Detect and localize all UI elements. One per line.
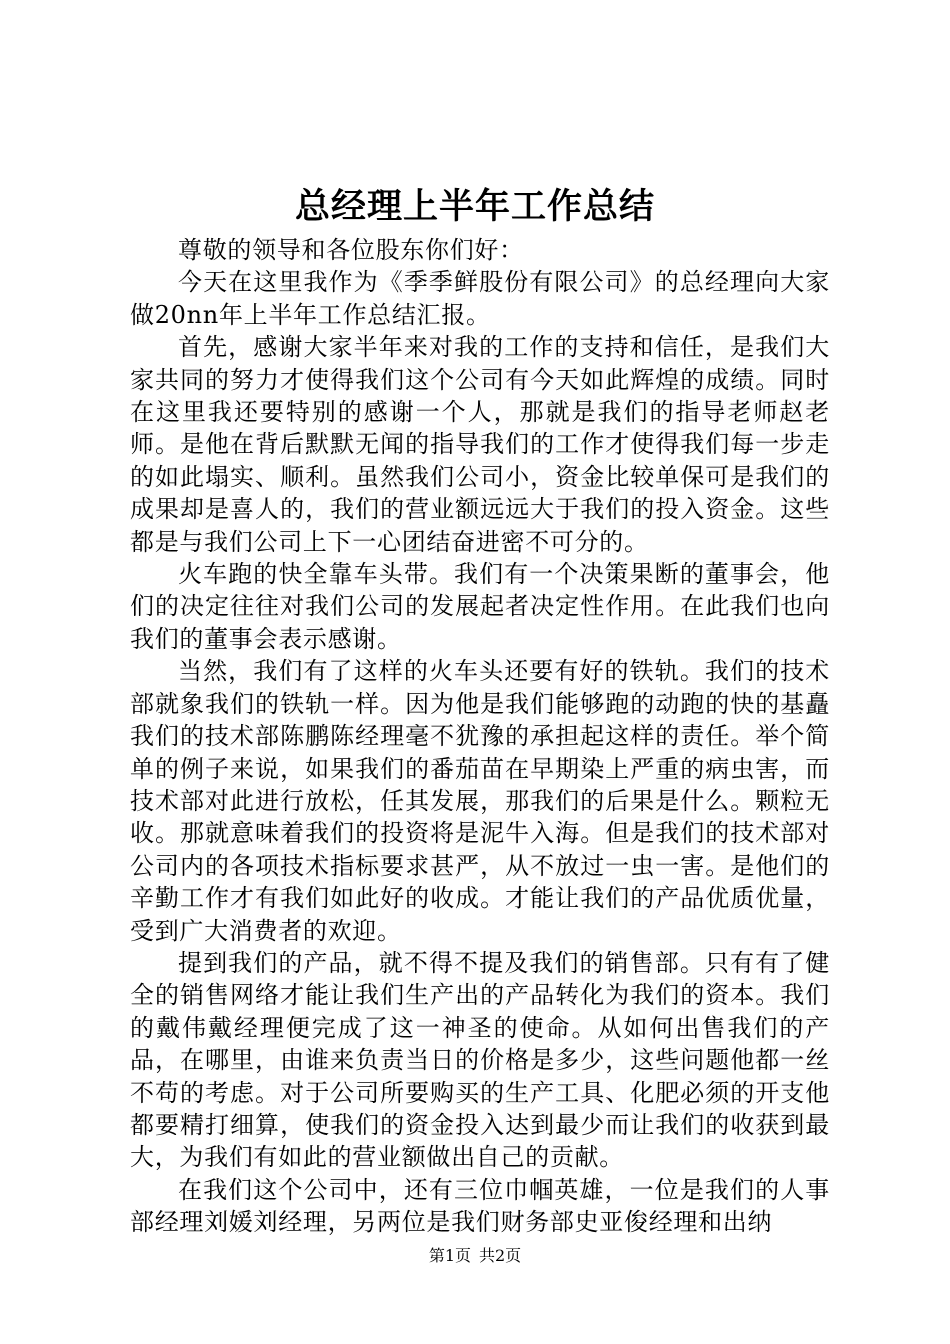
paragraph-intro: 今天在这里我作为《季季鲜股份有限公司》的总经理向大家做20nn年上半年工作总结汇报。 bbox=[130, 268, 830, 329]
paragraph-staff: 在我们这个公司中，还有三位巾帼英雄，一位是我们的人事部经理刘媛刘经理，另两位是我们财务部史亚俊经理和出纳 bbox=[130, 1175, 830, 1237]
document-body bbox=[130, 234, 830, 1239]
paragraph-thanks: 首先，感谢大家半年来对我的工作的支持和信任，是我们大家共同的努力才使得我们这个公司有今天如此辉煌的成绩。同时在这里我还要特别的感谢一个人，那就是我们的指导老师赵老师。是他在背后默默无闻的指导我们的工作才使得我们每一步走的如此塌实、顺利。虽然我们公司小，资金比较单保可是我们的成果却是喜人的，我们的营业额远远大于我们的投入资金。这些都是与我们公司上下一心团结奋进密不可分的。 bbox=[130, 333, 830, 556]
paragraph-sales-dept: 提到我们的产品，就不得不提及我们的销售部。只有有了健全的销售网络才能让我们生产出的产品转化为我们的资本。我们的戴伟戴经理便完成了这一神圣的使命。从如何出售我们的产品，在哪里，由谁来负责当日的价格是多少，这些问题他都一丝不苟的考虑。对于公司所要购买的生产工具、化肥必须的开支他都要精打细算，使我们的资金投入达到最少而让我们的收获到最大，为我们有如此的营业额做出自己的贡献。 bbox=[130, 948, 830, 1172]
document-title: 总经理上半年工作总结 bbox=[294, 186, 655, 227]
paragraph-tech-dept: 当然，我们有了这样的火车头还要有好的铁轨。我们的技术部就象我们的铁轨一样。因为他是我们能够跑的动跑的快的基矗我们的技术部陈鹏陈经理毫不犹豫的承担起这样的责任。举个简单的例子来说，如果我们的番茄苗在早期染上严重的病虫害，而技术部对此进行放松，任其发展，那我们的后果是什么。颗粒无收。那就意味着我们的投资将是泥牛入海。但是我们的技术部对公司内的各项技术指标要求甚严，从不放过一虫一害。是他们的辛勤工作才有我们如此好的收成。才能让我们的产品优质优量，受到广大消费者的欢迎。 bbox=[130, 657, 830, 945]
paragraph-greeting: 尊敬的领导和各位股东你们好： bbox=[178, 236, 524, 264]
page-number: 第1页 bbox=[428, 1246, 471, 1265]
page-total: 共2页 bbox=[479, 1246, 522, 1265]
page-footer bbox=[0, 1245, 950, 1267]
paragraph-board: 火车跑的快全靠车头带。我们有一个决策果断的董事会，他们的决定往往对我们公司的发展起者决定性作用。在此我们也向我们的董事会表示感谢。 bbox=[130, 560, 830, 653]
